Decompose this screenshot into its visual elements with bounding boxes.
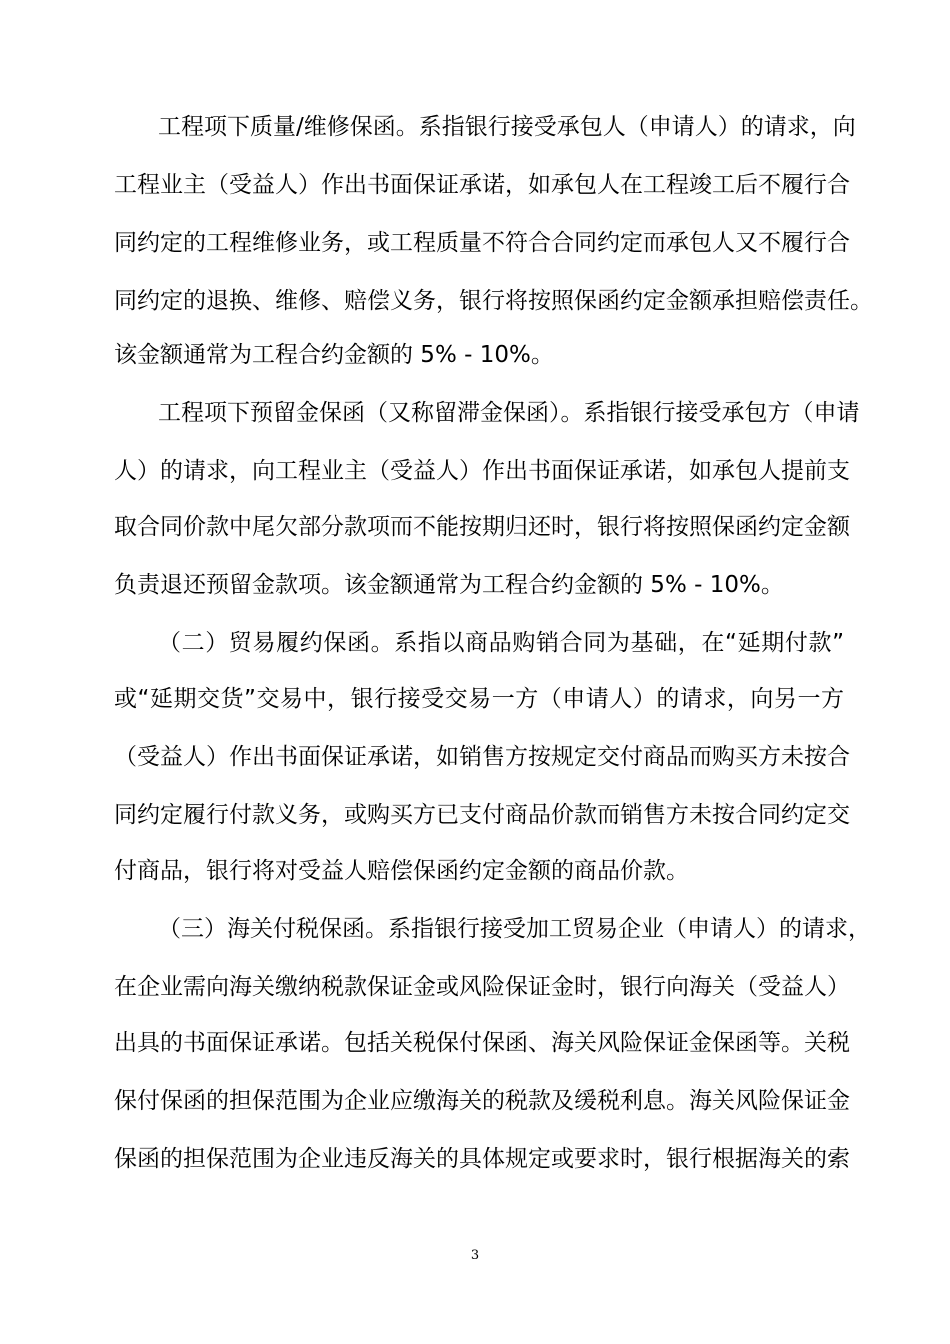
paragraph-4-line-5: 保函的担保范围为企业违反海关的具体规定或要求时，银行根据海关的索	[114, 1146, 850, 1172]
paragraph-3-line-4: 同约定履行付款义务，或购买方已支付商品价款而销售方未按合同约定交	[114, 802, 850, 828]
paragraph-4-line-2: 在企业需向海关缴纳税款保证金或风险保证金时，银行向海关（受益人）	[114, 974, 850, 1000]
paragraph-1-line-5: 该金额通常为工程合约金额的 5% - 10%。	[114, 342, 554, 368]
paragraph-1-line-3: 同约定的工程维修业务，或工程质量不符合合同约定而承包人又不履行合	[114, 230, 850, 256]
page-number: 3	[470, 1248, 480, 1263]
paragraph-2-line-2: 人）的请求，向工程业主（受益人）作出书面保证承诺，如承包人提前支	[114, 458, 850, 484]
paragraph-4-line-3: 出具的书面保证承诺。包括关税保付保函、海关风险保证金保函等。关税	[114, 1030, 850, 1056]
paragraph-4-line-4: 保付保函的担保范围为企业应缴海关的税款及缓税利息。海关风险保证金	[114, 1088, 850, 1114]
paragraph-2-line-1: 工程项下预留金保函（又称留滞金保函）。系指银行接受承包方（申请	[158, 400, 860, 426]
paragraph-1-line-4: 同约定的退换、维修、赔偿义务，银行将按照保函约定金额承担赔偿责任。	[114, 288, 873, 314]
paragraph-3-line-3: （受益人）作出书面保证承诺，如销售方按规定交付商品而购买方未按合	[114, 744, 850, 770]
paragraph-3-line-5: 付商品，银行将对受益人赔偿保函约定金额的商品价款。	[114, 858, 689, 884]
paragraph-3-line-1: （二）贸易履约保函。系指以商品购销合同为基础，在“延期付款”	[158, 630, 844, 656]
paragraph-1-line-2: 工程业主（受益人）作出书面保证承诺，如承包人在工程竣工后不履行合	[114, 172, 850, 198]
paragraph-1-line-1: 工程项下质量/维修保函。系指银行接受承包人（申请人）的请求，向	[158, 114, 856, 140]
paragraph-3-line-2: 或“延期交货”交易中，银行接受交易一方（申请人）的请求，向另一方	[114, 686, 844, 712]
paragraph-2-line-3: 取合同价款中尾欠部分款项而不能按期归还时，银行将按照保函约定金额	[114, 514, 850, 540]
paragraph-2-line-4: 负责退还预留金款项。该金额通常为工程合约金额的 5% - 10%。	[114, 572, 784, 598]
paragraph-4-line-1: （三）海关付税保函。系指银行接受加工贸易企业（申请人）的请求，	[158, 916, 871, 942]
